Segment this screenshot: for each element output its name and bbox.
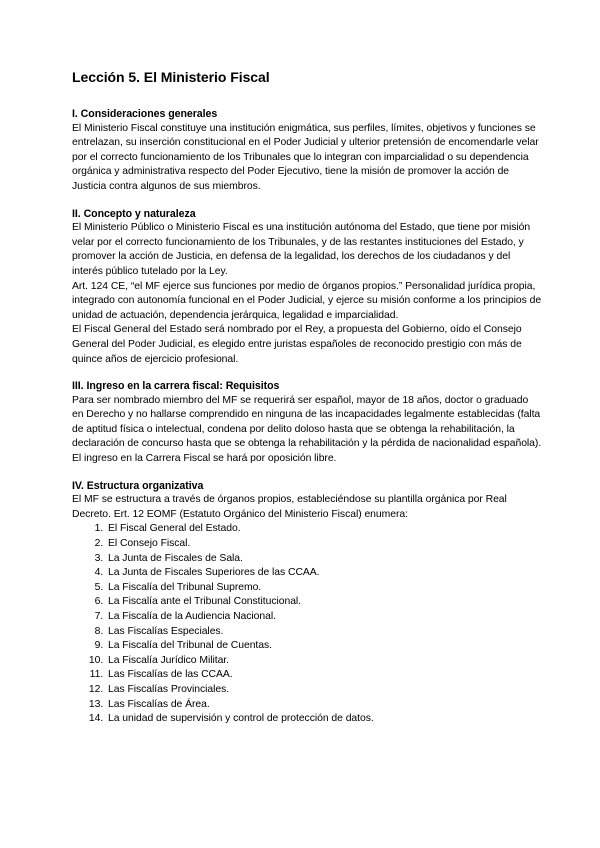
list-item: 12. Las Fiscalías Provinciales.	[106, 683, 542, 698]
list-item: 10. La Fiscalía Jurídico Militar.	[106, 654, 542, 669]
paragraph: El MF se estructura a través de órganos propios, estableciéndose su plantilla orgánica por Real Decreto. Ert. 12 EOMF (Estatuto Orgánico del Ministerio Fiscal) enumera:	[72, 494, 507, 520]
list-item: 11. Las Fiscalías de las CCAA.	[106, 668, 542, 683]
list-item: 4. La Junta de Fiscales Superiores de las CCAA.	[106, 566, 542, 581]
paragraph: El Fiscal General del Estado será nombrado por el Rey, a propuesta del Gobierno, oído el Consejo General del Poder Judicial, es elegido entre juristas españoles de reconocido prestigio con más de quince años de ejercicio profesional.	[72, 324, 522, 365]
section-estructura	[72, 479, 542, 727]
list-item: 6. La Fiscalía ante el Tribunal Constitucional.	[106, 595, 542, 610]
document-page	[72, 68, 542, 739]
list-item: 14. La unidad de supervisión y control de protección de datos.	[106, 712, 542, 727]
list-item: 5. La Fiscalía del Tribunal Supremo.	[106, 581, 542, 596]
section-consideraciones	[72, 107, 542, 195]
list-item: 7. La Fiscalía de la Audiencia Nacional.	[106, 610, 542, 625]
list-item: 2. El Consejo Fiscal.	[106, 537, 542, 552]
list-item: 9. La Fiscalía del Tribunal de Cuentas.	[106, 639, 542, 654]
list-item: 1. El Fiscal General del Estado.	[106, 522, 542, 537]
document-title: Lección 5. El Ministerio Fiscal	[72, 69, 270, 85]
section-heading: II. Concepto y naturaleza	[72, 207, 196, 220]
organ-list	[72, 522, 542, 726]
list-item: 13. Las Fiscalías de Área.	[106, 698, 542, 713]
list-item: 3. La Junta de Fiscales de Sala.	[106, 552, 542, 567]
paragraph: Para ser nombrado miembro del MF se requerirá ser español, mayor de 18 años, doctor o graduado en Derecho y no hallarse comprendido en ninguna de las incapacidades legalmente establecidas (falta de aptitud física o intelectual, condena por delito doloso hasta que se obtenga la rehabilitación, la declaración de concurso hasta que se obtenga la rehabilitación y la pérdida de nacionalidad española).	[72, 394, 542, 450]
section-ingreso	[72, 379, 542, 467]
list-item: 8. Las Fiscalías Especiales.	[106, 625, 542, 640]
paragraph: Art. 124 CE, “el MF ejerce sus funciones por medio de órganos propios.” Personalidad jurídica propia, integrado con autonomía funcional en el Poder Judicial, y ejerce su misión conforme a los principios de unidad de actuación, dependencia jerárquica, legalidad e imparcialidad.	[72, 280, 542, 321]
section-concepto	[72, 207, 542, 368]
section-heading: I. Consideraciones generales	[72, 108, 218, 120]
section-heading: IV. Estructura organizativa	[72, 479, 204, 492]
paragraph: El Ministerio Fiscal constituye una institución enigmática, sus perfiles, límites, objetivos y funciones se entrelazan, su inserción constitucional en el Poder Judicial y ulterior pretensión de encomendarle velar por el correcto funcionamiento de los Tribunales que lo integran con imparcialidad o su dependencia orgánica y administrativa respecto del Poder Ejecutivo, tiene la misión de promover la acción de Justicia contra algunos de sus miembros.	[72, 122, 539, 192]
section-heading: III. Ingreso en la carrera fiscal: Requisitos	[72, 380, 280, 393]
paragraph: El ingreso en la Carrera Fiscal se hará por oposición libre.	[72, 453, 337, 465]
paragraph: El Ministerio Público o Ministerio Fiscal es una institución autónoma del Estado, que tiene por misión velar por el correcto funcionamiento de los Tribunales, y de las restantes instituciones del Estado, y promover la acción de Justicia, en defensa de la legalidad, los derechos de los ciudadanos y del interés público tutelado por la Ley.	[72, 222, 531, 277]
